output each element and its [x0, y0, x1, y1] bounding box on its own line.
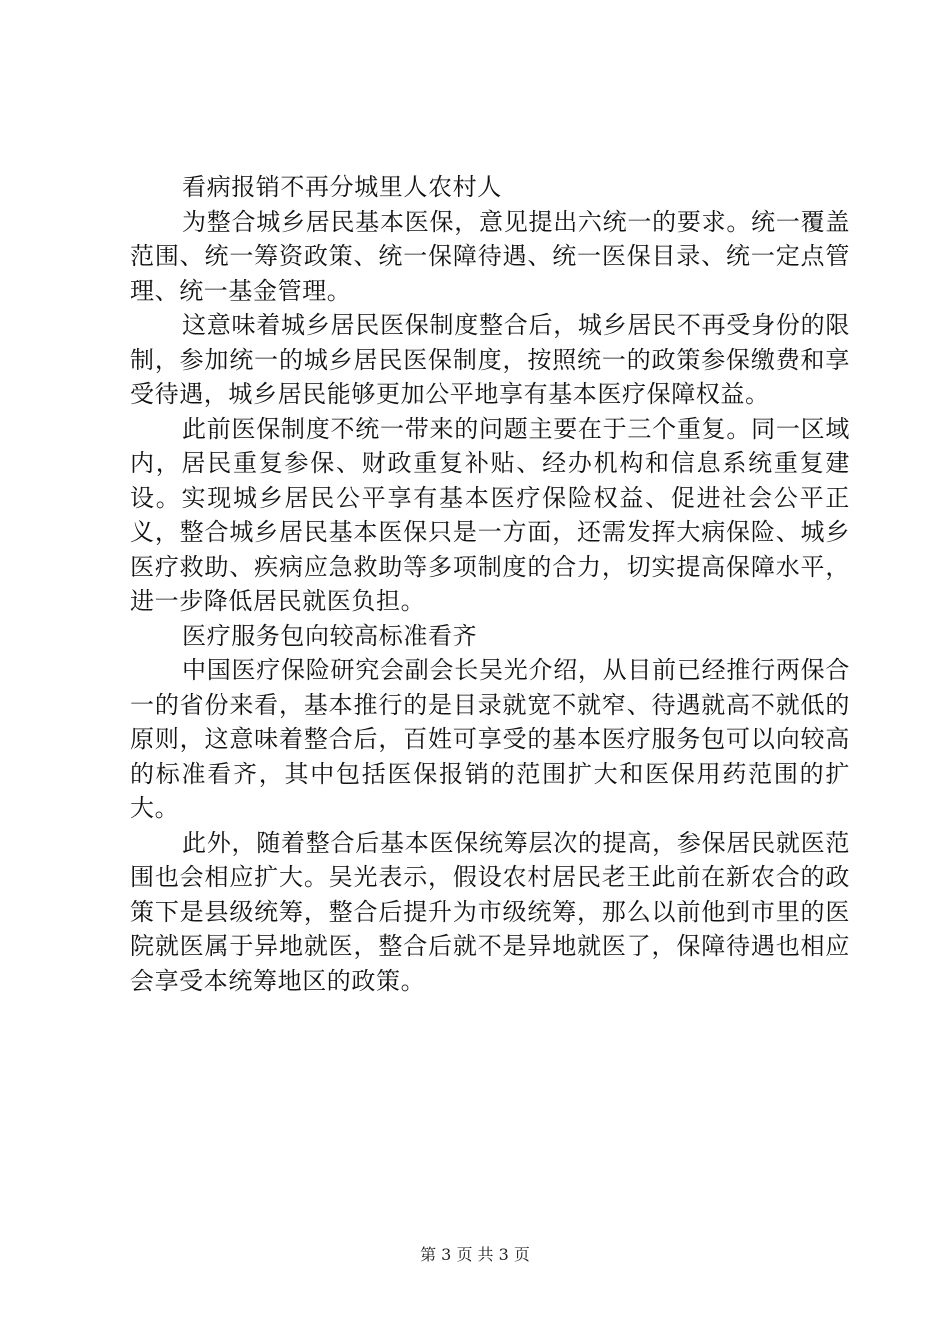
paragraph-no-identity-limit: 这意味着城乡居民医保制度整合后，城乡居民不再受身份的限制，参加统一的城乡居民医保制度，按照统一的政策参保缴费和享受待遇，城乡居民能够更加公平地享有基本医疗保障权益。: [130, 311, 850, 408]
section-heading-service-package: 医疗服务包向较高标准看齐: [182, 621, 478, 650]
section-heading-reimbursement: 看病报销不再分城里人农村人: [182, 173, 502, 201]
page-footer: [0, 1244, 950, 1266]
paragraph-wu-guang-intro: 中国医疗保险研究会副会长吴光介绍，从目前已经推行两保合一的省份来看，基本推行的是目录就宽不就窄、待遇就高不就低的原则，这意味着整合后，百姓可享受的基本医疗服务包可以向较高的标准看齐，其中包括医保报销的范围扩大和医保用药范围的扩大。: [130, 656, 850, 822]
paragraph-coverage-expansion: 此外，随着整合后基本医保统筹层次的提高，参保居民就医范围也会相应扩大。吴光表示，假设农村居民老王此前在新农合的政策下是县级统筹，整合后提升为市级统筹，那么以前他到市里的医院就医属于异地就医，整合后就不是异地就医了，保障待遇也相应会享受本统筹地区的政策。: [130, 828, 850, 995]
page-number-label: 第 3 页 共 3 页: [420, 1245, 530, 1264]
document-body: [130, 170, 850, 998]
paragraph-three-duplications: 此前医保制度不统一带来的问题主要在于三个重复。同一区域内，居民重复参保、财政重复补贴、经办机构和信息系统重复建设。实现城乡居民公平享有基本医疗保险权益、促进社会公平正义，整合城乡居民基本医保只是一方面，还需发挥大病保险、城乡医疗救助、疾病应急救助等多项制度的合力，切实提高保障水平，进一步降低居民就医负担。: [130, 414, 850, 615]
paragraph-six-unifications: 为整合城乡居民基本医保，意见提出六统一的要求。统一覆盖范围、统一筹资政策、统一保障待遇、统一医保目录、统一定点管理、统一基金管理。: [130, 207, 850, 305]
